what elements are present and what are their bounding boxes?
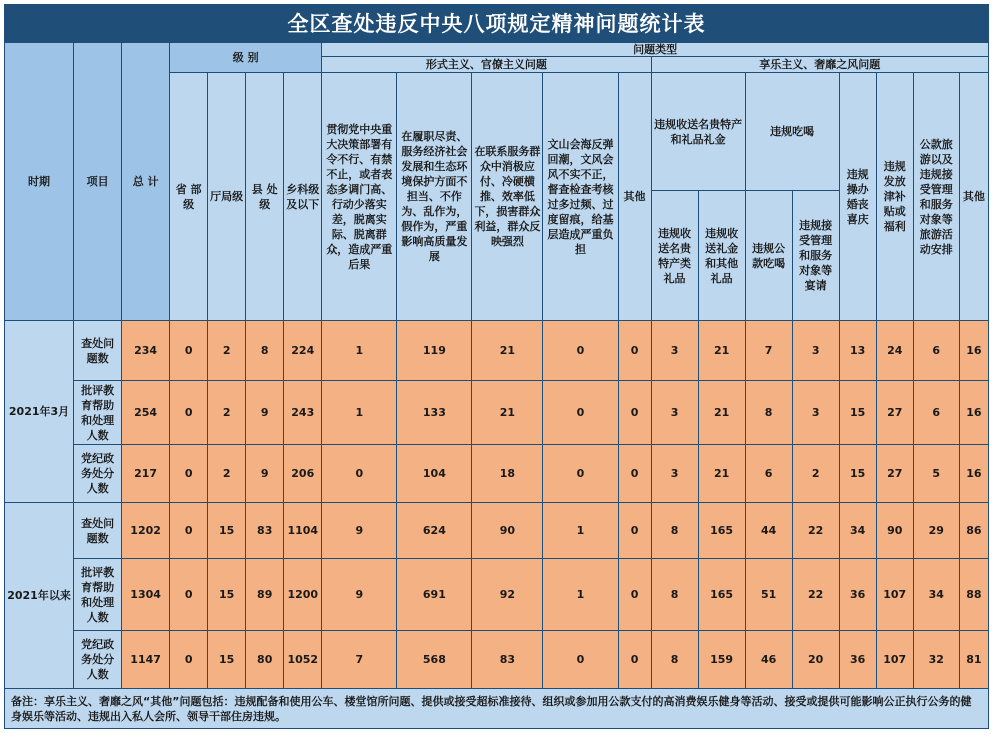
value-cell: 0 xyxy=(170,503,208,559)
value-cell: 80 xyxy=(246,631,284,689)
value-cell: 83 xyxy=(472,631,543,689)
value-cell: 1 xyxy=(322,381,397,445)
value-cell: 34 xyxy=(839,503,876,559)
value-cell: 224 xyxy=(284,321,322,381)
value-cell: 0 xyxy=(170,321,208,381)
value-cell: 0 xyxy=(170,631,208,689)
value-cell: 2 xyxy=(208,321,246,381)
value-cell: 2 xyxy=(208,445,246,503)
value-cell: 0 xyxy=(618,503,651,559)
table-row xyxy=(5,381,989,445)
value-cell: 1304 xyxy=(122,559,170,631)
value-cell: 3 xyxy=(792,381,839,445)
value-cell: 217 xyxy=(122,445,170,503)
value-cell: 243 xyxy=(284,381,322,445)
value-cell: 6 xyxy=(745,445,792,503)
value-cell: 34 xyxy=(913,559,959,631)
header-formalism-2: 在履职尽责、服务经济社会发展和生态环境保护方面不担当、不作为、乱作为，假作为，严重影响高质量发展 xyxy=(397,73,472,321)
value-cell: 2 xyxy=(792,445,839,503)
value-cell: 15 xyxy=(839,445,876,503)
value-cell: 0 xyxy=(618,381,651,445)
value-cell: 119 xyxy=(397,321,472,381)
value-cell: 16 xyxy=(959,381,988,445)
value-cell: 8 xyxy=(745,381,792,445)
value-cell: 24 xyxy=(876,321,913,381)
value-cell: 0 xyxy=(170,381,208,445)
value-cell: 8 xyxy=(651,559,698,631)
value-cell: 15 xyxy=(839,381,876,445)
value-cell: 1202 xyxy=(122,503,170,559)
value-cell: 691 xyxy=(397,559,472,631)
header-dining-public: 违规公款吃喝 xyxy=(745,191,792,321)
header-level-township: 乡科级及以下 xyxy=(284,73,322,321)
value-cell: 624 xyxy=(397,503,472,559)
row-item-label: 查处问题数 xyxy=(74,503,122,559)
value-cell: 107 xyxy=(876,631,913,689)
value-cell: 133 xyxy=(397,381,472,445)
value-cell: 3 xyxy=(651,445,698,503)
value-cell: 159 xyxy=(698,631,745,689)
header-formalism-group: 形式主义、官僚主义问题 xyxy=(322,57,651,73)
period-label: 2021年3月 xyxy=(5,321,74,503)
header-dining-banquet: 违规接受管理和服务对象等宴请 xyxy=(792,191,839,321)
table-title: 全区查处违反中央八项规定精神问题统计表 xyxy=(4,4,989,42)
value-cell: 21 xyxy=(698,321,745,381)
header-hedonism-group: 享乐主义、奢靡之风问题 xyxy=(651,57,988,73)
value-cell: 1052 xyxy=(284,631,322,689)
value-cell: 88 xyxy=(959,559,988,631)
header-formalism-1: 贯彻党中央重大决策部署有令不行、有禁不止，或者表态多调门高、行动少落实差，脱离实际、脱离群众，造成严重后果 xyxy=(322,73,397,321)
header-gift-cash: 违规收送礼金和其他礼品 xyxy=(698,191,745,321)
value-cell: 0 xyxy=(618,321,651,381)
row-item-label: 党纪政务处分人数 xyxy=(74,631,122,689)
table-row xyxy=(5,445,989,503)
value-cell: 21 xyxy=(698,445,745,503)
period-label: 2021年以来 xyxy=(5,503,74,689)
value-cell: 29 xyxy=(913,503,959,559)
table-row xyxy=(5,321,989,381)
header-item: 项目 xyxy=(74,43,122,321)
value-cell: 21 xyxy=(472,381,543,445)
value-cell: 27 xyxy=(876,381,913,445)
value-cell: 254 xyxy=(122,381,170,445)
value-cell: 46 xyxy=(745,631,792,689)
value-cell: 22 xyxy=(792,559,839,631)
value-cell: 3 xyxy=(651,321,698,381)
value-cell: 9 xyxy=(246,445,284,503)
value-cell: 568 xyxy=(397,631,472,689)
value-cell: 9 xyxy=(246,381,284,445)
value-cell: 83 xyxy=(246,503,284,559)
value-cell: 44 xyxy=(745,503,792,559)
value-cell: 81 xyxy=(959,631,988,689)
value-cell: 165 xyxy=(698,559,745,631)
header-hedonism-other: 其他 xyxy=(959,73,988,321)
value-cell: 18 xyxy=(472,445,543,503)
header-level-province: 省 部级 xyxy=(170,73,208,321)
value-cell: 92 xyxy=(472,559,543,631)
header-allowances: 违规发放津补贴或福利 xyxy=(876,73,913,321)
header-total: 总 计 xyxy=(122,43,170,321)
header-formalism-3: 在联系服务群众中消极应付、冷硬横推、效率低下，损害群众利益，群众反映强烈 xyxy=(472,73,543,321)
value-cell: 7 xyxy=(745,321,792,381)
table-row xyxy=(5,631,989,689)
value-cell: 7 xyxy=(322,631,397,689)
value-cell: 15 xyxy=(208,631,246,689)
value-cell: 6 xyxy=(913,381,959,445)
footnote: 备注：享乐主义、奢靡之风“其他”问题包括：违规配备和使用公车、楼堂馆所问题、提供或接受超标准接待、组织或参加用公款支付的高消费娱乐健身等活动、接受或提供可能影响公正执行公务的健身娱乐等活动、违规出入私人会所、领导干部住房违规。 xyxy=(5,689,989,729)
value-cell: 89 xyxy=(246,559,284,631)
row-item-label: 批评教育帮助和处理人数 xyxy=(74,559,122,631)
value-cell: 1104 xyxy=(284,503,322,559)
row-item-label: 批评教育帮助和处理人数 xyxy=(74,381,122,445)
value-cell: 8 xyxy=(246,321,284,381)
value-cell: 0 xyxy=(543,631,618,689)
value-cell: 21 xyxy=(472,321,543,381)
data-body xyxy=(5,321,989,689)
value-cell: 16 xyxy=(959,321,988,381)
value-cell: 0 xyxy=(618,631,651,689)
value-cell: 1200 xyxy=(284,559,322,631)
row-item-label: 查处问题数 xyxy=(74,321,122,381)
header-level-group: 级 别 xyxy=(170,43,322,73)
statistics-table xyxy=(4,42,989,729)
value-cell: 0 xyxy=(170,559,208,631)
value-cell: 32 xyxy=(913,631,959,689)
value-cell: 3 xyxy=(792,321,839,381)
table-row xyxy=(5,559,989,631)
header-formalism-4: 文山会海反弹回潮，文风会风不实不正，督查检查考核过多过频、过度留痕，给基层造成严重负担 xyxy=(543,73,618,321)
value-cell: 16 xyxy=(959,445,988,503)
value-cell: 86 xyxy=(959,503,988,559)
value-cell: 1 xyxy=(543,559,618,631)
value-cell: 234 xyxy=(122,321,170,381)
row-item-label: 党纪政务处分人数 xyxy=(74,445,122,503)
value-cell: 2 xyxy=(208,381,246,445)
value-cell: 51 xyxy=(745,559,792,631)
value-cell: 0 xyxy=(618,445,651,503)
header-travel: 公款旅游以及违规接受管理和服务对象等旅游活动安排 xyxy=(913,73,959,321)
value-cell: 0 xyxy=(543,321,618,381)
value-cell: 22 xyxy=(792,503,839,559)
value-cell: 5 xyxy=(913,445,959,503)
value-cell: 6 xyxy=(913,321,959,381)
value-cell: 104 xyxy=(397,445,472,503)
value-cell: 36 xyxy=(839,559,876,631)
value-cell: 107 xyxy=(876,559,913,631)
header-problem-type: 问题类型 xyxy=(322,43,989,57)
header-period: 时期 xyxy=(5,43,74,321)
value-cell: 8 xyxy=(651,503,698,559)
value-cell: 0 xyxy=(543,445,618,503)
value-cell: 0 xyxy=(170,445,208,503)
value-cell: 1147 xyxy=(122,631,170,689)
value-cell: 9 xyxy=(322,559,397,631)
header-level-county: 县 处级 xyxy=(246,73,284,321)
value-cell: 3 xyxy=(651,381,698,445)
value-cell: 1 xyxy=(322,321,397,381)
header-formalism-other: 其他 xyxy=(618,73,651,321)
value-cell: 15 xyxy=(208,559,246,631)
value-cell: 8 xyxy=(651,631,698,689)
value-cell: 36 xyxy=(839,631,876,689)
value-cell: 0 xyxy=(618,559,651,631)
value-cell: 0 xyxy=(322,445,397,503)
value-cell: 206 xyxy=(284,445,322,503)
value-cell: 27 xyxy=(876,445,913,503)
value-cell: 90 xyxy=(876,503,913,559)
value-cell: 21 xyxy=(698,381,745,445)
value-cell: 20 xyxy=(792,631,839,689)
header-level-bureau: 厅局级 xyxy=(208,73,246,321)
value-cell: 90 xyxy=(472,503,543,559)
value-cell: 165 xyxy=(698,503,745,559)
value-cell: 15 xyxy=(208,503,246,559)
table-row xyxy=(5,503,989,559)
header-gift-group: 违规收送名贵特产和礼品礼金 xyxy=(651,73,745,191)
value-cell: 13 xyxy=(839,321,876,381)
value-cell: 1 xyxy=(543,503,618,559)
header-gift-specialty: 违规收送名贵特产类礼品 xyxy=(651,191,698,321)
value-cell: 9 xyxy=(322,503,397,559)
value-cell: 0 xyxy=(543,381,618,445)
header-dining-group: 违规吃喝 xyxy=(745,73,839,191)
header-weddings-funerals: 违规操办婚丧喜庆 xyxy=(839,73,876,321)
